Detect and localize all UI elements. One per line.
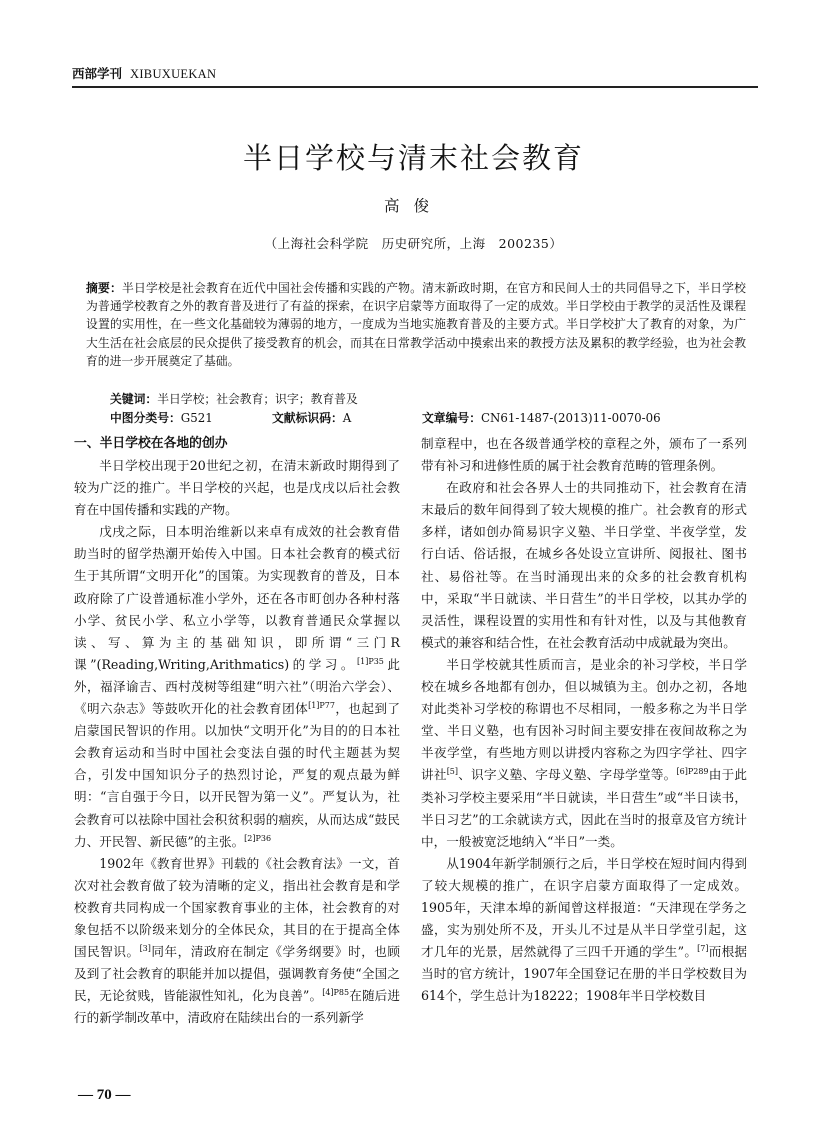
- paragraph-text: 而根据当时的官方统计，1907年全国登记在册的半日学校数目为614个，学生总计为18222；1908年半日学校数目: [421, 944, 747, 1004]
- paragraph: [421, 654, 747, 853]
- abstract-label: 摘要：: [86, 281, 123, 295]
- abstract: [86, 279, 746, 370]
- article-number-value: CN61-1487-(2013)11-0070-06: [481, 411, 661, 425]
- abstract-text: 半日学校是社会教育在近代中国社会传播和实践的产物。清末新政时期，在官方和民间人士的共同倡导之下，半日学校为普通学校教育之外的教育普及进行了有益的探索，在识字启蒙等方面取得了一定的成效。半日学校由于教学的灵活性及课程设置的实用性，在一些文化基础较为薄弱的地方，一度成为当地实施教育普及的主要方式。半日学校扩大了教育的对象，为广大生活在社会底层的民众提供了接受教育的机会，而其在日常教学活动中摸索出来的教授方法及累积的教学经验，也为社会教育的进一步开展奠定了基础。: [86, 281, 746, 368]
- running-header: [72, 64, 216, 82]
- citation-ref: [4]P85: [322, 988, 350, 998]
- section-heading: 一、半日学校在各地的创办: [74, 436, 228, 451]
- paragraph-text: 在随后进行的新学制改革中，清政府在陆续出台的一系列新学: [74, 988, 400, 1026]
- keywords-text: 半日学校；社会教育；识字；教育普及: [157, 392, 358, 406]
- citation-ref: [5]: [446, 767, 459, 777]
- doc-code-label: 文献标识码：: [272, 411, 343, 425]
- paragraph: [421, 853, 747, 1008]
- page-number: — 70 —: [78, 1087, 131, 1103]
- citation-ref: [1]P35: [357, 656, 384, 666]
- journal-pinyin: XIBUXUEKAN: [130, 67, 217, 81]
- paragraph-text: 、识字义塾、字母义塾、字母学堂等。: [458, 767, 677, 783]
- paragraph: 制章程中，也在各级普通学校的章程之外，颁布了一系列带有补习和进修性质的属于社会教育范畴的管理条例。: [421, 436, 747, 474]
- paragraph-text: 戊戌之际，日本明治维新以来卓有成效的社会教育借助当时的留学热潮开始传入中国。日本社会教育的模式衍生于其所谓“文明开化”的国策。为实现教育的普及，日本政府除了广设普通标准小学外，还在各市町创办各种村落小学、贫民小学、私立小学等，以教育普通民众掌握以读、写、算为主的基础知识，即所谓“三门R课”(Reading,Writing,Arithmatics)的学习。: [74, 524, 400, 672]
- clc-value: G521: [180, 411, 213, 425]
- paragraph-text: 从1904年新学制颁行之后，半日学校在短时间内得到了较大规模的推广，在识字启蒙方面取得了一定成效。1905年，天津本埠的新闻曾这样报道：“天津现在学务之盛，实为别处所不及，开头儿不过是从半日学堂引起，这才几年的光景，居然就得了三四千开通的学生”。: [421, 855, 747, 960]
- keywords-label: 关键词：: [110, 392, 158, 406]
- paragraph: 在政府和社会各界人士的共同推动下，社会教育在清末最后的数年间得到了较大规模的推广。社会教育的形式多样，诸如创办简易识字义塾、半日学堂、半夜学堂，发行白话、俗话报，在城乡各处设立宣讲所、阅报社、图书社、易俗社等。在当时涌现出来的众多的社会教育机构中，采取“半日就读、半日营生”的半日学校，以其办学的灵活性，课程设置的实用性和有针对性，以及与其他教育模式的兼容和结合性，在社会教育活动中成就最为突出。: [421, 480, 747, 650]
- citation-ref: [3]: [139, 944, 151, 954]
- citation-ref: [1]P77: [308, 701, 335, 711]
- paragraph-text: 同年，清政府在制定《学务纲要》时，也顾及到了社会教育的职能并加以提倡，强调教育务使“全国之民，无论贫贱，皆能淑性知礼，化为良善”。: [74, 944, 401, 1004]
- article-author: 高俊: [383, 197, 443, 215]
- citation-ref: [2]P36: [244, 833, 272, 843]
- journal-name: 西部学刊: [72, 66, 123, 81]
- paragraph: [74, 521, 400, 852]
- paragraph-text: 半日学校就其性质而言，是业余的补习学校，半日学校在城乡各地都有创办，但以城镇为主。创办之初，各地对此类补习学校的称谓也不尽相同，一般多称之为半日学堂、半日义塾，也有因补习时间主要安排在夜间故称之为半夜学堂，有些地方则以讲授内容称之为四字学社、四字讲社: [421, 656, 747, 783]
- paragraph: 半日学校出现于20世纪之初，在清末新政时期得到了较为广泛的推广。半日学校的兴起，也是戊戌以后社会教育在中国传播和实践的产物。: [74, 458, 400, 518]
- author-affiliation: （上海社会科学院 历史研究所，上海 200235）: [264, 236, 563, 251]
- keywords: [110, 390, 358, 407]
- paragraph-text: 此外，福泽谕吉、西村茂树等组建“明六社”（明治六学会）、《明六杂志》等鼓吹开化的社会教育团体: [74, 656, 400, 717]
- citation-ref: [6]P289: [676, 767, 709, 777]
- paragraph-text: 1902年《教育世界》刊载的《社会教育法》一文，首次对社会教育做了较为清晰的定义，指出社会教育是和学校教育共同构成一个国家教育事业的主体，社会教育的对象包括不以阶级来划分的全体民众，其目的在于提高全体国民智识。: [74, 855, 400, 960]
- classification-line: [110, 409, 750, 426]
- right-column: [421, 433, 747, 1007]
- clc-label: 中图分类号：: [110, 411, 181, 425]
- doc-code-value: A: [342, 411, 352, 425]
- left-column: [74, 433, 400, 1029]
- paragraph: [74, 853, 400, 1030]
- citation-ref: [7]: [697, 944, 709, 954]
- paragraph-text: 由于此类补习学校主要采用“半日就读，半日营生”或“半日读书，半日习艺”的工余就读方式，因此在当时的报章及官方统计中，一般被宽泛地纳入“半日”一类。: [421, 767, 748, 849]
- article-title: 半日学校与清末社会教育: [242, 141, 584, 175]
- paragraph-text: ，也起到了启蒙国民智识的作用。以加快“文明开化”为目的的日本社会教育运动和当时中国社会变法自强的时代主题甚为契合，引发中国知识分子的热烈讨论，严复的观点最为鲜明：“言自强于今日，以开民智为第一义”。严复认为，社会教育可以祛除中国社会积贫积弱的痼疾，从而达成“鼓民力、开民智、新民德”的主张。: [74, 701, 401, 849]
- header-rule: [72, 86, 758, 88]
- article-number-label: 文章编号：: [422, 411, 481, 425]
